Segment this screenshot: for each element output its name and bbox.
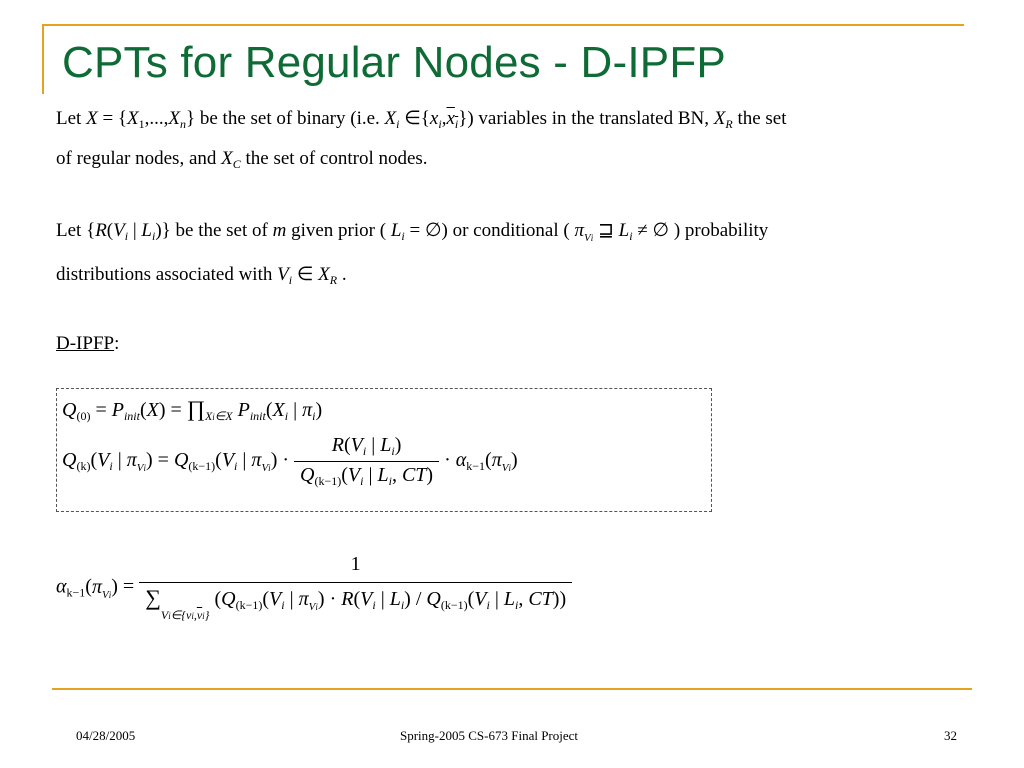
footer-rule (52, 688, 972, 690)
para-1-line-2: of regular nodes, and $X_C$ the set of control nodes. (56, 148, 428, 171)
para-2-line-2: distributions associated with $V_i$ ∈ $X_R$ . (56, 264, 347, 287)
slide-title: CPTs for Regular Nodes - D-IPFP (62, 38, 726, 87)
equation-alpha: $\alpha_{k-1}(\pi_{Vi})$ = 1 $\sum_{Vi\in\{vi,\overline{v}i\}}$ ($Q_{(k-1)}(V_i$ | $\pi_{Vi}) \cdot R(V_i$ | $L_i) / Q_{(k-1)}(V_i$ | $L_i$, CT)) (56, 553, 572, 623)
equation-2: $Q_{(k)}(V_i$ | $\pi_{Vi}) = Q_{(k-1)}(V_i$ | $\pi_{Vi}$) · $\frac{R(V_i | L_i)}{Q_{(k-1)}(V_i | L_i, CT)}$ · $\alpha_{k-1}(\pi_{Vi})$ (62, 434, 518, 488)
footer-page-number: 32 (944, 728, 957, 743)
para-2-line-1: Let {$R(V_i$ | $L_i$)} be the set of m given prior ( $L_i$ = ∅) or conditional ( $\pi_{Vi}$ ⊒ $L_i$ ≠ ∅ ) probability (56, 220, 769, 244)
para-1-line-1: Let $X = \{X_1,...,X_n\}$ be the set of binary (i.e. $X_i$ $\in\{x_i,x_i\}$) variables in the translated BN, $X_R$ the set (56, 108, 787, 131)
equation-1: $Q_{(0)} = P_{init}(X)$ = $\prod_{Xi\in X}$ $P_{init}(X_i$ | $\pi_i$) (62, 396, 323, 423)
footer-course: Spring-2005 CS-673 Final Project (400, 728, 579, 743)
section-label (56, 333, 119, 355)
section-label-colon: : (114, 333, 120, 354)
equation-alpha-fraction: 1 $\sum_{Vi\in\{vi,\overline{v}i\}}$ ($Q_{(k-1)}(V_i$ | $\pi_{Vi}) \cdot R(V_i$ | $L_i) / Q_{(k-1)}(V_i$ | $L_i$, CT)) (139, 553, 572, 623)
section-label-text: D-IPFP (56, 333, 115, 354)
equation-2-fraction: $\frac{R(V_i | L_i)}{Q_{(k-1)}(V_i | L_i, CT)}$ (294, 434, 439, 489)
footer-date: 04/28/2005 (76, 728, 136, 743)
